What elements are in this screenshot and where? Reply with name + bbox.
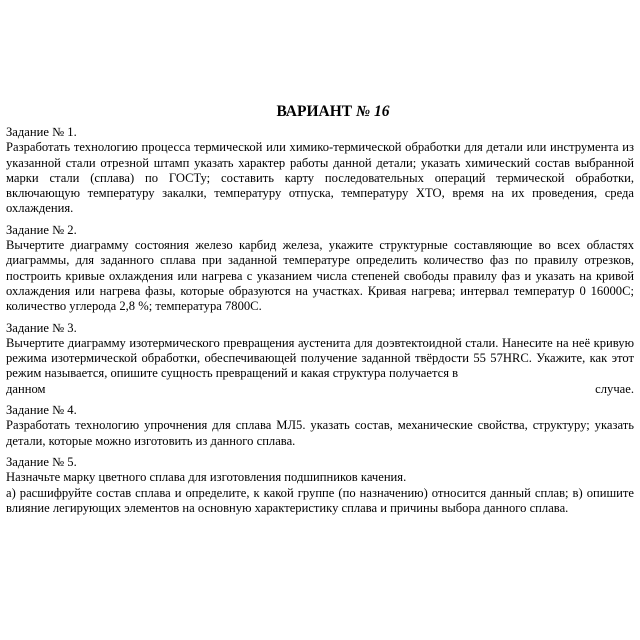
task-heading: Задание № 2. <box>6 222 77 237</box>
task-first-line: Назначьте марку цветного сплава для изготовления подшипников качения. <box>6 470 407 485</box>
task-5 <box>6 455 634 516</box>
task-text-last-left: данном <box>6 381 46 396</box>
task-3 <box>6 321 634 397</box>
task-heading: Задание № 4. <box>6 403 77 418</box>
task-text: Разработать технологию упрочнения для сплава МЛ5. указать состав, механические свойства, структуру; указать детали, которые можно изготовить из данного сплава. <box>6 418 634 448</box>
task-text: Вычертите диаграмму изотермического превращения аустенита для доэвтектоидной стали. Нанесите на неё кривую режима изотермической обработки, обеспечивающей получение заданной твёрдости 55 57HRC. Укажите, как этот режим называется, опишите сущность превращений и какая структура получается в <box>6 335 634 381</box>
task-text: а) расшифруйте состав сплава и определите, к какой группе (по назначению) относится данный сплав; в) опишите влияние легирующих элементов на основную характеристику сплава и причины выбора данного сплава. <box>6 485 634 515</box>
task-text-last-right: случае. <box>595 381 634 396</box>
variant-title <box>6 103 634 121</box>
task-heading: Задание № 1. <box>6 125 77 139</box>
task-2 <box>6 223 634 315</box>
document-page <box>6 103 634 522</box>
task-text: Вычертите диаграмму состояния железо карбид железа, укажите структурные составляющие во всех областях диаграммы, для заданного сплава при заданной температуре определить количество фаз по правилу отрезков, построить кривые охлаждения или нагрева с указанием числа степеней свободы правилу фаз и указать на кривой охлаждения или нагрева фазы, которые образуются на участках. Кривая нагрева; интервал температур 0 16000С; количество углерода 2,8 %; температура 7800С. <box>6 238 634 314</box>
task-text: Разработать технологию процесса термической или химико-термической обработки для детали или инструмента из указанной стали отрезной штамп указать характер работы данной детали; указать химический состав выбранной марки стали (сплава) по ГОСТу; составить карту последовательных операций термической обработки, включающую температуру закалки, температуру отпуска, температуру ХТО, время на их проведения, среда охлаждения. <box>6 140 634 216</box>
task-text-last-line <box>6 382 634 397</box>
task-heading: Задание № 5. <box>6 454 77 469</box>
task-heading: Задание № 3. <box>6 320 77 335</box>
task-4 <box>6 403 634 449</box>
task-1 <box>6 125 634 217</box>
variant-title-number: № 16 <box>355 103 390 120</box>
variant-title-prefix: ВАРИАНТ <box>276 103 353 120</box>
